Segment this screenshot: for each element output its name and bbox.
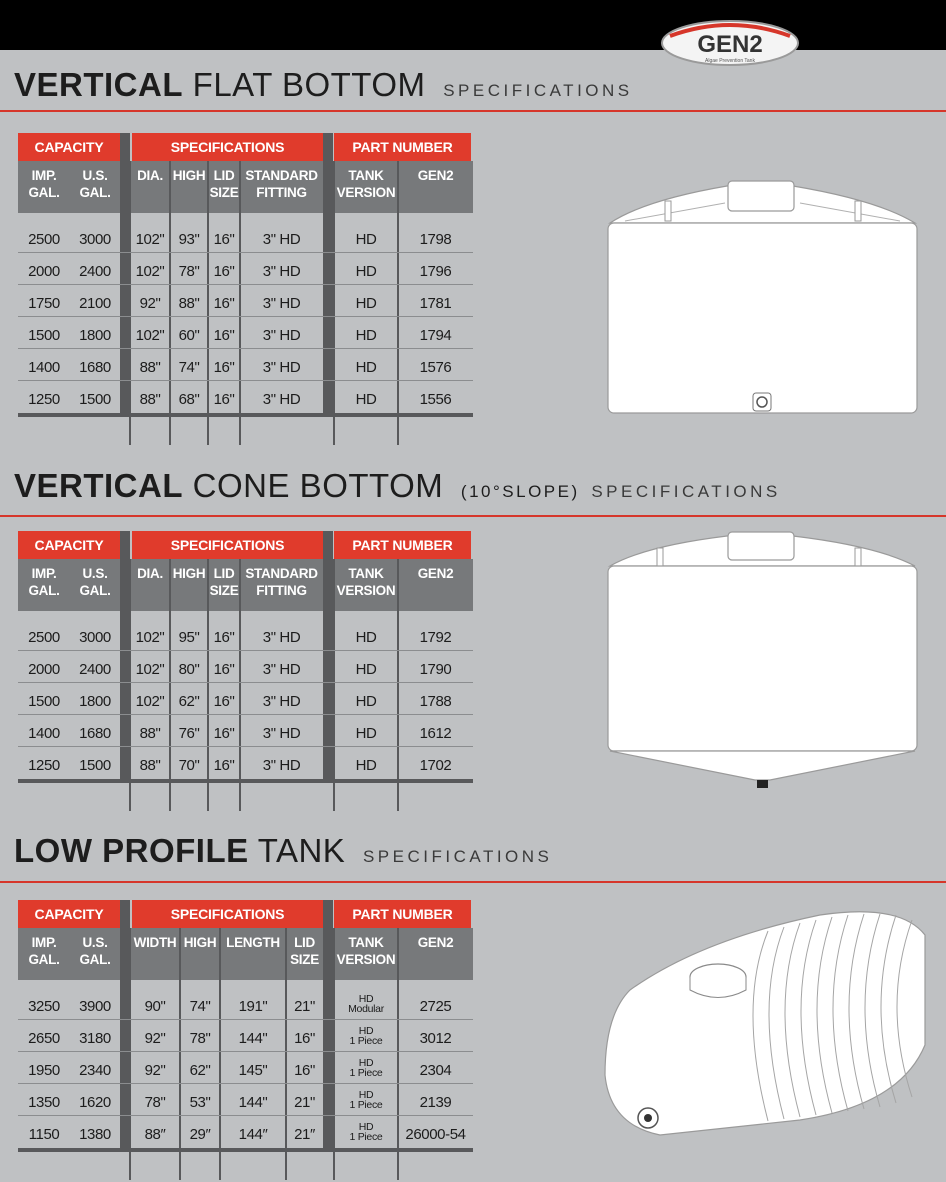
table-cell: 88": [139, 391, 161, 408]
cell-line: HD: [358, 1089, 374, 1101]
table-cell: 88": [139, 359, 161, 376]
row-divider: [18, 682, 473, 683]
table-cell: 92": [144, 1062, 166, 1079]
table-cell: 1500: [79, 391, 111, 408]
table-cell: 144": [238, 1094, 268, 1111]
group-header: SPECIFICATIONS: [132, 531, 323, 559]
row-divider: [18, 1115, 473, 1116]
section-title-flat-bottom: [14, 66, 633, 104]
table-cell: 3" HD: [262, 263, 301, 280]
table-cell: 26000-54: [405, 1126, 466, 1143]
table-cell: 16": [294, 1062, 315, 1079]
table-cell: 3" HD: [262, 757, 301, 774]
section-title-low-profile: [14, 832, 552, 870]
table-cell: 53": [189, 1094, 211, 1111]
column-header-line: WIDTH: [133, 935, 177, 950]
table-cell: 2500: [28, 629, 60, 646]
table-cell: 78": [144, 1094, 166, 1111]
table-cell: 3" HD: [262, 359, 301, 376]
table-cell: 90": [144, 998, 166, 1015]
row-divider: [18, 316, 473, 317]
table-cell: 16": [213, 693, 235, 710]
table-cell: 78": [178, 263, 200, 280]
table-cell: 21": [294, 1094, 315, 1111]
table-cell: 2650: [28, 1030, 60, 1047]
column-header: [334, 167, 398, 201]
table-cell: 1380: [79, 1126, 111, 1143]
table-cell: 62": [178, 693, 200, 710]
specs-table-flat-bottom: [18, 133, 473, 417]
table-cell: 93": [178, 231, 200, 248]
table-cell: 1680: [79, 725, 111, 742]
column-header-line: VERSION: [336, 952, 396, 967]
column-header-line: GAL.: [79, 952, 111, 967]
column-header-line: SIZE: [290, 952, 319, 967]
table-cell: 1796: [419, 263, 452, 280]
cell-line: Modular: [348, 1003, 384, 1015]
table-cell: 2400: [79, 661, 111, 678]
table-cell: 1750: [28, 295, 60, 312]
table-cell: 191": [238, 998, 268, 1015]
table-cell: 68": [178, 391, 200, 408]
column-header: [18, 167, 70, 201]
column-header-line: DIA.: [137, 566, 163, 581]
table-cell: 16": [213, 327, 235, 344]
table-cell: 1556: [419, 391, 452, 408]
title-bold: LOW PROFILE: [14, 832, 249, 869]
column-header: [398, 565, 473, 582]
column-header: [334, 565, 398, 599]
section-title-cone-bottom: [14, 467, 781, 505]
table-cell: 1620: [79, 1094, 111, 1111]
table-cell: 92": [139, 295, 161, 312]
specs-table-low-profile: [18, 900, 473, 1152]
cell-line: 1 Piece: [349, 1131, 383, 1143]
red-divider: [0, 515, 946, 517]
table-cell: 102": [135, 629, 165, 646]
table-cell: 2500: [28, 231, 60, 248]
table-cell: 2340: [79, 1062, 111, 1079]
column-header-line: GAL.: [28, 185, 60, 200]
table-cell: 144": [238, 1030, 268, 1047]
column-header: [130, 167, 170, 184]
table-cell: 1400: [28, 725, 60, 742]
table-cell: 102": [135, 263, 165, 280]
column-header: [334, 934, 398, 968]
table-cell: 60": [178, 327, 200, 344]
table-cell: 1702: [419, 757, 452, 774]
table-cell: 21": [294, 998, 315, 1015]
cell-line: 1 Piece: [349, 1067, 383, 1079]
column-header-line: TANK: [348, 168, 384, 183]
table-cell: 1250: [28, 757, 60, 774]
column-header-line: DIA.: [137, 168, 163, 183]
column-header: [18, 565, 70, 599]
cell-line: 1 Piece: [349, 1035, 383, 1047]
table-cell: 1790: [419, 661, 452, 678]
group-header: PART NUMBER: [334, 531, 471, 559]
column-header-line: SIZE: [209, 583, 239, 598]
column-header: [398, 934, 473, 951]
table-cell: 1800: [79, 693, 111, 710]
table-cell: 1500: [28, 693, 60, 710]
table-cell: 16": [213, 295, 235, 312]
table-cell: 92": [144, 1030, 166, 1047]
column-header: [18, 934, 70, 968]
column-header-line: IMP.: [31, 168, 57, 183]
group-header: CAPACITY: [18, 531, 120, 559]
column-header-line: LID: [213, 168, 235, 183]
column-header: [208, 167, 240, 201]
table-cell: 102": [135, 693, 165, 710]
group-header: CAPACITY: [18, 133, 120, 161]
column-header-line: U.S.: [82, 935, 108, 950]
column-header: [240, 167, 323, 201]
table-cell: 3" HD: [262, 725, 301, 742]
table-cell: 144″: [238, 1126, 268, 1143]
table-cell: 76": [178, 725, 200, 742]
table-cell: HD: [355, 231, 377, 248]
column-header: [220, 934, 286, 951]
table-cell: 74": [178, 359, 200, 376]
column-header-line: HIGH: [172, 168, 206, 183]
column-header-line: GEN2: [417, 566, 454, 581]
table-cell: 3" HD: [262, 231, 301, 248]
table-cell: HD: [355, 391, 377, 408]
table-cell: 1792: [419, 629, 452, 646]
row-divider: [18, 1051, 473, 1052]
table-cell: 1612: [419, 725, 452, 742]
table-cell: 3" HD: [262, 391, 301, 408]
column-header-line: IMP.: [31, 935, 57, 950]
column-header: [70, 565, 120, 599]
logo-text: GEN2: [697, 31, 763, 58]
column-header: [170, 565, 208, 582]
table-cell: 16": [213, 359, 235, 376]
table-cell: 74": [189, 998, 211, 1015]
row-divider: [18, 252, 473, 253]
table-cell: 2139: [419, 1094, 452, 1111]
table-cell: 16": [213, 629, 235, 646]
table-cell: 1800: [79, 327, 111, 344]
table-cell: 16": [294, 1030, 315, 1047]
cell-line: HD: [358, 1057, 374, 1069]
table-cell: HD: [355, 327, 377, 344]
column-header-line: TANK: [348, 935, 384, 950]
column-header-line: GAL.: [79, 185, 111, 200]
group-header: CAPACITY: [18, 900, 120, 928]
table-cell: 78": [189, 1030, 211, 1047]
flat-bottom-tank-image: [605, 178, 920, 418]
column-header: [70, 167, 120, 201]
column-header: [130, 934, 180, 951]
table-cell: 21″: [294, 1126, 315, 1143]
group-header: PART NUMBER: [334, 133, 471, 161]
column-header: [286, 934, 323, 968]
title-light: CONE BOTTOM: [192, 467, 444, 504]
table-cell: 1500: [79, 757, 111, 774]
low-profile-tank-image: [600, 905, 935, 1150]
table-cell: 102": [135, 327, 165, 344]
table-cell: [334, 1090, 398, 1114]
column-header-line: HIGH: [172, 566, 206, 581]
row-divider: [18, 284, 473, 285]
table-cell: 1781: [419, 295, 452, 312]
column-header: [170, 167, 208, 184]
title-light: FLAT BOTTOM: [192, 66, 426, 103]
table-cell: 3" HD: [262, 693, 301, 710]
table-bottom-rule: [18, 413, 473, 417]
title-subtitle: SPECIFICATIONS: [362, 847, 553, 866]
column-separator: [323, 133, 333, 417]
column-header-line: STANDARD: [245, 168, 318, 183]
table-cell: 2725: [419, 998, 452, 1015]
table-cell: 1788: [419, 693, 452, 710]
table-cell: 16": [213, 757, 235, 774]
column-header: [180, 934, 220, 951]
table-cell: 3" HD: [262, 327, 301, 344]
column-header-line: GAL.: [79, 583, 111, 598]
row-divider: [18, 380, 473, 381]
table-cell: 102": [135, 661, 165, 678]
table-cell: 1500: [28, 327, 60, 344]
table-cell: 3000: [79, 629, 111, 646]
table-cell: [334, 1122, 398, 1146]
table-cell: 88": [139, 725, 161, 742]
cell-line: 1 Piece: [349, 1099, 383, 1111]
table-cell: 88": [139, 757, 161, 774]
table-cell: 29″: [189, 1126, 211, 1143]
red-divider: [0, 881, 946, 883]
table-cell: 16": [213, 661, 235, 678]
column-header-line: VERSION: [336, 185, 396, 200]
table-cell: 1798: [419, 231, 452, 248]
group-header: SPECIFICATIONS: [132, 133, 323, 161]
table-cell: HD: [355, 263, 377, 280]
table-cell: HD: [355, 693, 377, 710]
column-header-line: SIZE: [209, 185, 239, 200]
table-cell: 2100: [79, 295, 111, 312]
table-cell: 16": [213, 725, 235, 742]
title-light: TANK: [257, 832, 346, 869]
title-bold: VERTICAL: [14, 467, 183, 504]
cell-line: HD: [358, 993, 374, 1005]
table-cell: 3180: [79, 1030, 111, 1047]
table-cell: 1400: [28, 359, 60, 376]
column-header: [70, 934, 120, 968]
table-bottom-rule: [18, 1148, 473, 1152]
cone-bottom-tank-image: [605, 530, 920, 792]
column-header: [240, 565, 323, 599]
table-cell: 16": [213, 263, 235, 280]
table-cell: 2000: [28, 263, 60, 280]
table-cell: 1150: [28, 1126, 60, 1143]
column-header: [398, 167, 473, 184]
column-header-line: VERSION: [336, 583, 396, 598]
table-cell: 95": [178, 629, 200, 646]
table-cell: 1680: [79, 359, 111, 376]
table-cell: 102": [135, 231, 165, 248]
column-header-line: GAL.: [28, 583, 60, 598]
gen2-logo: [660, 18, 800, 68]
column-header-line: LENGTH: [226, 935, 280, 950]
specs-table-cone-bottom: [18, 531, 473, 783]
table-cell: 3" HD: [262, 295, 301, 312]
column-header-line: U.S.: [82, 566, 108, 581]
row-divider: [18, 746, 473, 747]
table-cell: HD: [355, 359, 377, 376]
table-bottom-rule: [18, 779, 473, 783]
table-cell: HD: [355, 757, 377, 774]
table-cell: 88″: [144, 1126, 166, 1143]
table-cell: 3012: [419, 1030, 452, 1047]
table-cell: 3" HD: [262, 629, 301, 646]
table-cell: 1250: [28, 391, 60, 408]
table-cell: 16": [213, 391, 235, 408]
row-divider: [18, 650, 473, 651]
table-cell: HD: [355, 661, 377, 678]
table-cell: 3000: [79, 231, 111, 248]
table-cell: 3900: [79, 998, 111, 1015]
table-cell: 1950: [28, 1062, 60, 1079]
column-header: [130, 565, 170, 582]
column-header: [208, 565, 240, 599]
table-cell: 80": [178, 661, 200, 678]
table-cell: 145": [238, 1062, 268, 1079]
title-subtitle: SPECIFICATIONS: [443, 81, 633, 100]
column-header-line: FITTING: [256, 185, 307, 200]
table-cell: 88": [178, 295, 200, 312]
logo-tagline: Algae Prevention Tank: [705, 58, 755, 64]
table-cell: HD: [355, 725, 377, 742]
table-cell: HD: [355, 295, 377, 312]
row-divider: [18, 714, 473, 715]
top-bar: [0, 0, 946, 50]
row-divider: [18, 1019, 473, 1020]
table-cell: 2304: [419, 1062, 452, 1079]
table-cell: [334, 994, 398, 1018]
cell-line: HD: [358, 1121, 374, 1133]
column-header-line: GEN2: [417, 168, 454, 183]
red-divider: [0, 110, 946, 112]
title-slope: (10°SLOPE): [460, 482, 580, 501]
row-divider: [18, 1083, 473, 1084]
table-cell: [334, 1026, 398, 1050]
column-header-line: TANK: [348, 566, 384, 581]
column-header-line: GEN2: [417, 935, 454, 950]
group-header: PART NUMBER: [334, 900, 471, 928]
column-header-line: IMP.: [31, 566, 57, 581]
column-header-line: LID: [213, 566, 235, 581]
cell-line: HD: [358, 1025, 374, 1037]
table-cell: 1350: [28, 1094, 60, 1111]
column-header-line: U.S.: [82, 168, 108, 183]
table-cell: 3250: [28, 998, 60, 1015]
table-cell: 1576: [419, 359, 452, 376]
table-cell: 3" HD: [262, 661, 301, 678]
table-cell: HD: [355, 629, 377, 646]
title-bold: VERTICAL: [14, 66, 183, 103]
column-header-line: LID: [294, 935, 315, 950]
column-header-line: GAL.: [28, 952, 60, 967]
table-cell: 62": [189, 1062, 211, 1079]
table-cell: 70": [178, 757, 200, 774]
group-header: SPECIFICATIONS: [132, 900, 323, 928]
title-subtitle: SPECIFICATIONS: [591, 482, 781, 501]
table-cell: 16": [213, 231, 235, 248]
column-header-line: STANDARD: [245, 566, 318, 581]
table-cell: 1794: [419, 327, 452, 344]
table-cell: 2000: [28, 661, 60, 678]
column-header-line: FITTING: [256, 583, 307, 598]
column-header-line: HIGH: [183, 935, 217, 950]
table-cell: 2400: [79, 263, 111, 280]
table-cell: [334, 1058, 398, 1082]
row-divider: [18, 348, 473, 349]
